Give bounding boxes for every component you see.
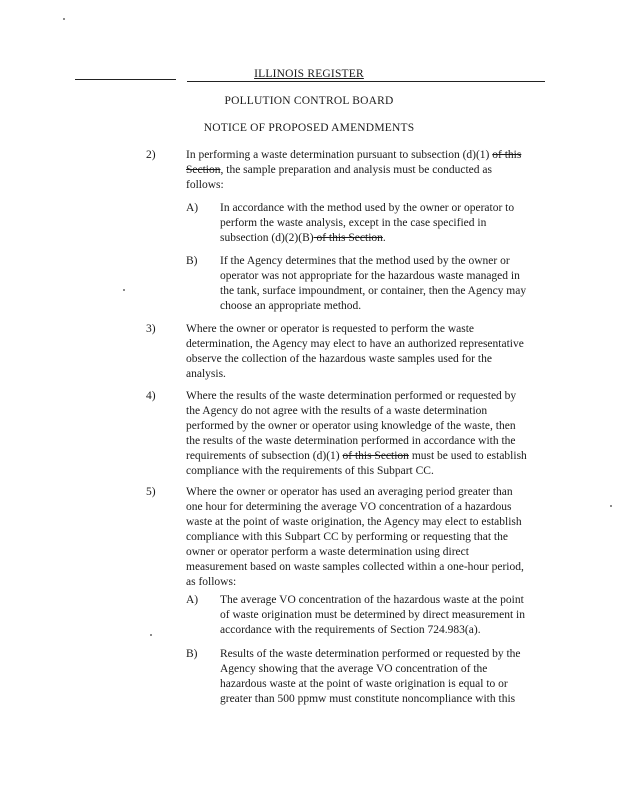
sub-letter: A) <box>186 202 199 214</box>
scan-speck <box>610 505 612 507</box>
item-number: 4) <box>146 390 156 402</box>
sub-letter: B) <box>186 255 198 267</box>
scan-speck <box>123 289 125 291</box>
item-text: Where the owner or operator has used an averaging period greater than one hour for determining the average VO concentration of a hazardous waste at the point of waste origination, the Agency may elect to establish compliance with this Subpart CC by performing or requesting that the owner or operator perform a waste determination using direct measurement based on waste samples collected within a one-hour period, as follows: <box>186 486 524 588</box>
item-text: In performing a waste determination pursuant to subsection (d)(1) of this Section, the sample preparation and analysis must be conducted as follows: <box>186 149 522 191</box>
scan-speck <box>63 18 65 20</box>
sub-letter: A) <box>186 594 199 606</box>
sub-text: In accordance with the method used by the owner or operator to perform the waste analysis, except in the case specified in subsection (d)(2)(B) of this Section. <box>220 202 515 244</box>
header-rule-right <box>187 81 545 82</box>
notice-title: NOTICE OF PROPOSED AMENDMENTS <box>203 122 415 134</box>
sub-text: If the Agency determines that the method used by the owner or operator was not appropriate for the hazardous waste managed in the tank, surface impoundment, or container, then the Agency may choose an appropriate method. <box>220 255 527 312</box>
item-number: 3) <box>146 323 156 335</box>
register-title: ILLINOIS REGISTER <box>254 68 364 80</box>
board-title: POLLUTION CONTROL BOARD <box>224 95 394 107</box>
sub-text: Results of the waste determination performed or requested by the Agency showing that the average VO concentration of the hazardous waste at the point of waste origination is equal to or greater than 500 ppmw must constitute noncompliance with this <box>220 648 521 705</box>
item-text: Where the owner or operator is requested to perform the waste determination, the Agency may elect to have an authorized representative observe the collection of the hazardous waste samples used for the analysis. <box>186 323 524 380</box>
item-text: Where the results of the waste determination performed or requested by the Agency do not agree with the results of a waste determination performed by the owner or operator using knowledge of the waste, then the results of the waste determination performed in accordance with the requirements of subsection (d)(1) of this Section must be used to establish compliance with the requirements of this Subpart CC. <box>186 390 527 477</box>
item-number: 5) <box>146 486 156 498</box>
scan-speck <box>150 634 152 636</box>
sub-letter: B) <box>186 648 198 660</box>
item-number: 2) <box>146 149 156 161</box>
sub-text: The average VO concentration of the hazardous waste at the point of waste origination must be determined by direct measurement in accordance with the requirements of Section 724.983(a). <box>220 594 525 636</box>
